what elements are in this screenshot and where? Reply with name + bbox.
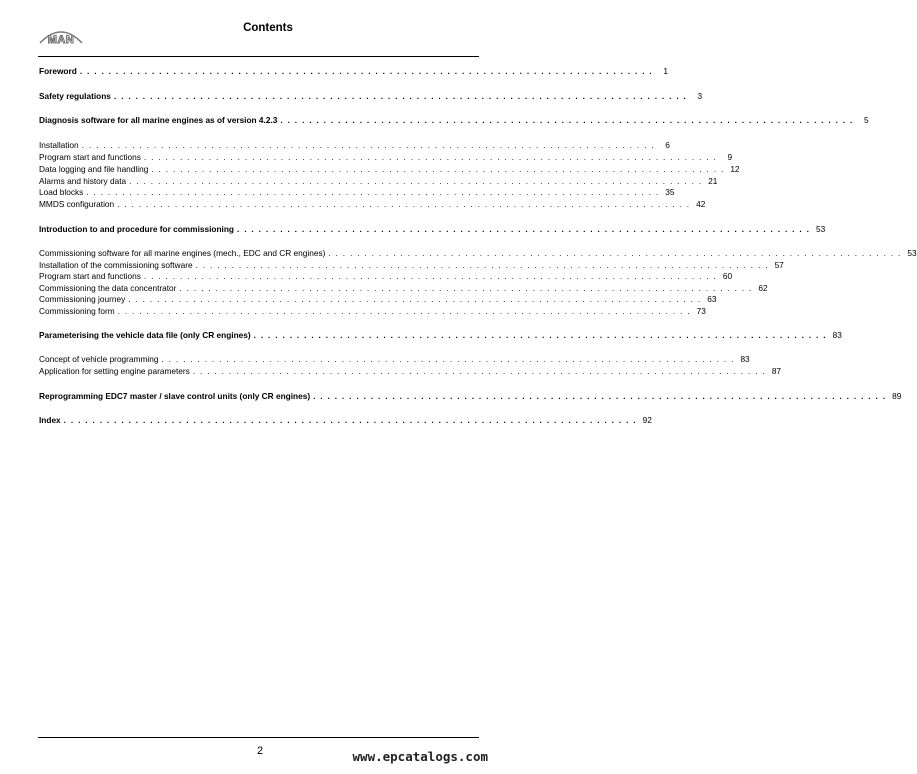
watermark: www.epcatalogs.com [352, 749, 488, 764]
toc-entry[interactable] [39, 365, 782, 377]
toc-entry-label: Program start and functions [39, 152, 141, 162]
toc-entry[interactable] [39, 163, 740, 175]
toc-entry[interactable] [39, 151, 733, 163]
toc-entry-page: 21 [708, 176, 718, 186]
toc-entry-page: 53 [815, 224, 826, 234]
toc-entry-label: Installation of the commissioning software [39, 260, 193, 270]
toc-dot-leader: . . . . . . . . . . . . . . . . . . . . . . . . . . . . . . . . . . . . . . . . . . . . . . . . . . . . . . . . . . . . . . . . . . . . . . . . . . . . . . . . [192, 366, 767, 376]
toc-entry[interactable] [39, 293, 717, 305]
man-logo-text: MAN [47, 34, 75, 46]
toc-entry-page: 83 [832, 330, 842, 340]
toc-entry-page: 42 [696, 199, 706, 209]
toc-entry-label: Data logging and file handling [39, 164, 149, 174]
top-divider [38, 56, 479, 57]
toc-entry[interactable] [39, 186, 675, 198]
toc-entry[interactable] [39, 223, 826, 235]
toc-dot-leader: . . . . . . . . . . . . . . . . . . . . . . . . . . . . . . . . . . . . . . . . . . . . . . . . . . . . . . . . . . . . . . . . . . . . . . . . . . . . . . . . [151, 164, 725, 174]
toc-dot-leader: . . . . . . . . . . . . . . . . . . . . . . . . . . . . . . . . . . . . . . . . . . . . . . . . . . . . . . . . . . . . . . . . . . . . . . . . . . . . . . . . [195, 260, 769, 270]
toc-entry-label: Reprogramming EDC7 master / slave control units (only CR engines) [39, 391, 311, 401]
toc-entry[interactable] [39, 247, 917, 259]
page-title: Contents [243, 22, 293, 34]
toc-entry-page: 60 [722, 271, 733, 281]
toc-entry-label: Application for setting engine parameters [39, 366, 190, 376]
toc-entry[interactable] [39, 270, 733, 282]
toc-entry[interactable] [39, 198, 706, 210]
toc-entry-page: 92 [642, 415, 652, 425]
toc-entry-page: 89 [892, 391, 902, 401]
page-number: 2 [256, 745, 264, 757]
toc-entry-page: 5 [863, 115, 869, 125]
toc-dot-leader: . . . . . . . . . . . . . . . . . . . . . . . . . . . . . . . . . . . . . . . . . . . . . . . . . . . . . . . . . . . . . . . . . . . . . . . . . . . . . . . . [86, 187, 660, 197]
toc-dot-leader: . . . . . . . . . . . . . . . . . . . . . . . . . . . . . . . . . . . . . . . . . . . . . . . . . . . . . . . . . . . . . . . . . . . . . . . . . . . . . . . . [179, 283, 753, 293]
toc-entry-page: 57 [774, 260, 784, 270]
toc-entry-page: 3 [697, 91, 703, 101]
toc-entry-label: Safety regulations [39, 91, 111, 101]
toc-entry[interactable] [39, 90, 703, 102]
toc-entry[interactable] [39, 390, 902, 402]
toc-dot-leader: . . . . . . . . . . . . . . . . . . . . . . . . . . . . . . . . . . . . . . . . . . . . . . . . . . . . . . . . . . . . . . . . . . . . . . . . . . . . . . . . [143, 271, 718, 281]
toc-dot-leader: . . . . . . . . . . . . . . . . . . . . . . . . . . . . . . . . . . . . . . . . . . . . . . . . . . . . . . . . . . . . . . . . . . . . . . . . . . . . . . . . [81, 140, 655, 150]
toc-entry-label: Commissioning journey [39, 294, 126, 304]
toc-entry-label: Diagnosis software for all marine engines as of version 4.2.3 [39, 115, 278, 125]
toc-dot-leader: . . . . . . . . . . . . . . . . . . . . . . . . . . . . . . . . . . . . . . . . . . . . . . . . . . . . . . . . . . . . . . . . . . . . . . . . . . . . . . . . [236, 224, 811, 234]
toc-dot-leader: . . . . . . . . . . . . . . . . . . . . . . . . . . . . . . . . . . . . . . . . . . . . . . . . . . . . . . . . . . . . . . . . . . . . . . . . . . . . . . . . [253, 330, 827, 340]
toc-dot-leader: . . . . . . . . . . . . . . . . . . . . . . . . . . . . . . . . . . . . . . . . . . . . . . . . . . . . . . . . . . . . . . . . . . . . . . . . . . . . . . . . [117, 306, 691, 316]
toc-entry-page: 83 [740, 354, 750, 364]
toc-entry-label: Load blocks [39, 187, 84, 197]
toc-entry-label: Introduction to and procedure for commissioning [39, 224, 234, 234]
toc-entry-page: 62 [758, 283, 768, 293]
toc-entry[interactable] [39, 65, 669, 77]
toc-entry-page: 1 [663, 66, 669, 76]
toc-entry-label: Commissioning software for all marine engines (mech., EDC and CR engines) [39, 248, 326, 258]
toc-entry-label: Commissioning form [39, 306, 115, 316]
toc-entry-page: 53 [907, 248, 917, 258]
toc-dot-leader: . . . . . . . . . . . . . . . . . . . . . . . . . . . . . . . . . . . . . . . . . . . . . . . . . . . . . . . . . . . . . . . . . . . . . . . . . . . . . . . . [161, 354, 735, 364]
toc-entry[interactable] [39, 139, 670, 151]
toc-entry-label: Installation [39, 140, 79, 150]
toc-entry[interactable] [39, 414, 652, 426]
toc-dot-leader: . . . . . . . . . . . . . . . . . . . . . . . . . . . . . . . . . . . . . . . . . . . . . . . . . . . . . . . . . . . . . . . . . . . . . . . . . . . . . . . . [313, 391, 887, 401]
toc-entry-page: 73 [696, 306, 706, 316]
toc-entry[interactable] [39, 329, 842, 341]
toc-entry-page: 6 [665, 140, 670, 150]
toc-entry-label: Index [39, 415, 61, 425]
toc-dot-leader: . . . . . . . . . . . . . . . . . . . . . . . . . . . . . . . . . . . . . . . . . . . . . . . . . . . . . . . . . . . . . . . . . . . . . . . . . . . . . . . . [129, 176, 703, 186]
toc-dot-leader: . . . . . . . . . . . . . . . . . . . . . . . . . . . . . . . . . . . . . . . . . . . . . . . . . . . . . . . . . . . . . . . . . . . . . . . . . . . . . . . . [79, 66, 654, 76]
toc-entry-label: Program start and functions [39, 271, 141, 281]
toc-dot-leader: . . . . . . . . . . . . . . . . . . . . . . . . . . . . . . . . . . . . . . . . . . . . . . . . . . . . . . . . . . . . . . . . . . . . . . . . . . . . . . . . [280, 115, 854, 125]
toc-entry-label: MMDS configuration [39, 199, 115, 209]
toc-entry-page: 12 [730, 164, 740, 174]
toc-dot-leader: . . . . . . . . . . . . . . . . . . . . . . . . . . . . . . . . . . . . . . . . . . . . . . . . . . . . . . . . . . . . . . . . . . . . . . . . . . . . . . . . [328, 248, 902, 258]
toc-entry-page: 87 [771, 366, 782, 376]
toc-entry[interactable] [39, 114, 869, 126]
toc-entry-label: Commissioning the data concentrator [39, 283, 177, 293]
toc-entry-label: Concept of vehicle programming [39, 354, 159, 364]
toc-entry-label: Parameterising the vehicle data file (only CR engines) [39, 330, 251, 340]
bottom-divider [38, 737, 479, 738]
toc-entry[interactable] [39, 353, 750, 365]
toc-entry[interactable] [39, 305, 706, 317]
toc-dot-leader: . . . . . . . . . . . . . . . . . . . . . . . . . . . . . . . . . . . . . . . . . . . . . . . . . . . . . . . . . . . . . . . . . . . . . . . . . . . . . . . . [113, 91, 688, 101]
toc-entry-page: 35 [665, 187, 675, 197]
toc-entry-page: 63 [707, 294, 717, 304]
toc-dot-leader: . . . . . . . . . . . . . . . . . . . . . . . . . . . . . . . . . . . . . . . . . . . . . . . . . . . . . . . . . . . . . . . . . . . . . . . . . . . . . . . . [143, 152, 718, 162]
toc-dot-leader: . . . . . . . . . . . . . . . . . . . . . . . . . . . . . . . . . . . . . . . . . . . . . . . . . . . . . . . . . . . . . . . . . . . . . . . . . . . . . . . . [128, 294, 702, 304]
toc-entry-label: Alarms and history data [39, 176, 127, 186]
toc-entry-label: Foreword [39, 66, 77, 76]
toc-dot-leader: . . . . . . . . . . . . . . . . . . . . . . . . . . . . . . . . . . . . . . . . . . . . . . . . . . . . . . . . . . . . . . . . . . . . . . . . . . . . . . . . [117, 199, 691, 209]
toc-dot-leader: . . . . . . . . . . . . . . . . . . . . . . . . . . . . . . . . . . . . . . . . . . . . . . . . . . . . . . . . . . . . . . . . . . . . . . . . . . . . . . . . [63, 415, 637, 425]
toc-entry-page: 9 [727, 152, 733, 162]
